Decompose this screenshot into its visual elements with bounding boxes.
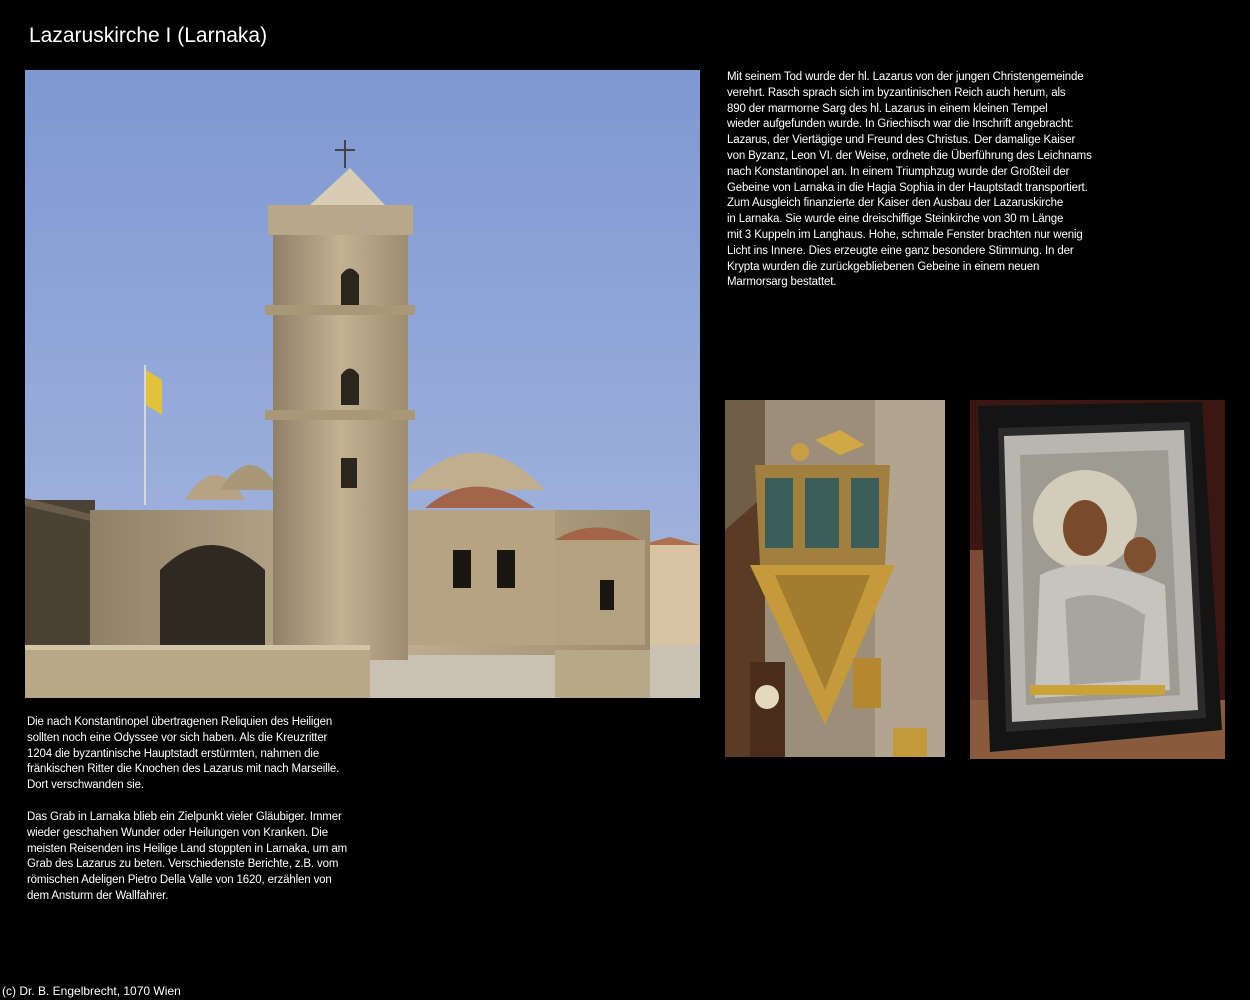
- text-line: sollten noch eine Odyssee vor sich haben. Als die Kreuzritter: [27, 731, 328, 744]
- text-line: Krypta wurden die zurückgebliebenen Gebeine in einem neuen: [727, 260, 1040, 273]
- text-line: mit 3 Kuppeln im Langhaus. Hohe, schmale Fenster brachten nur wenig: [727, 228, 1083, 241]
- text-line: wieder geschahen Wunder oder Heilungen von Kranken. Die: [27, 826, 328, 839]
- text-line: Zum Ausgleich finanzierte der Kaiser den Ausbau der Lazaruskirche: [727, 197, 1064, 210]
- text-line: Gebeine von Larnaka in die Hagia Sophia in der Hauptstadt transportiert.: [727, 181, 1088, 194]
- paragraph-2: [27, 810, 387, 905]
- text-line: Mit seinem Tod wurde der hl. Lazarus von der jungen Christengemeinde: [727, 71, 1084, 83]
- text-line: Dort verschwanden sie.: [27, 779, 144, 792]
- text-line: verehrt. Rasch sprach sich im byzantinischen Reich auch herum, als: [727, 86, 1066, 99]
- text-line: 890 der marmorne Sarg des hl. Lazarus in einem kleinen Tempel: [727, 102, 1048, 115]
- text-line: 1204 die byzantinische Hauptstadt erstürmten, nahmen die: [27, 747, 320, 760]
- page-title: Lazaruskirche I (Larnaka): [29, 24, 268, 47]
- text-line: Lazarus, der Viertägige und Freund des Christus. Der damalige Kaiser: [727, 134, 1076, 147]
- text-line: in Larnaka. Sie wurde eine dreischiffige Steinkirche von 30 m Länge: [727, 213, 1064, 226]
- text-line: Grab des Lazarus zu beten. Verschiedenste Berichte, z.B. vom: [27, 858, 339, 871]
- description-text-right: [727, 70, 1127, 291]
- church-exterior-photo: [25, 70, 700, 698]
- text-line: Das Grab in Larnaka blieb ein Zielpunkt vieler Gläubiger. Immer: [27, 810, 342, 823]
- text-line: wieder aufgefunden wurde. In Griechisch war die Inschrift angebracht:: [727, 118, 1074, 131]
- text-line: Licht ins Innere. Dies erzeugte eine ganz besondere Stimmung. In der: [727, 244, 1074, 257]
- text-line: Marmorsarg bestattet.: [727, 276, 837, 289]
- text-line: von Byzanz, Leon VI. der Weise, ordnete die Überführung des Leichnams: [727, 149, 1092, 162]
- copyright-footer: (c) Dr. B. Engelbrecht, 1070 Wien: [2, 984, 181, 998]
- text-line: meisten Reisenden ins Heilige Land stoppten in Larnaka, um am: [27, 842, 348, 855]
- text-line: nach Konstantinopel an. In einem Triumphzug wurde der Großteil der: [727, 165, 1070, 178]
- description-text-bottom: [27, 715, 387, 905]
- silver-icon-photo: [970, 400, 1225, 759]
- text-line: Die nach Konstantinopel übertragenen Reliquien des Heiligen: [27, 716, 333, 728]
- pulpit-photo: [725, 400, 945, 757]
- text-line: dem Ansturm der Wallfahrer.: [27, 889, 169, 902]
- paragraph-1: [27, 715, 387, 794]
- text-line: römischen Adeligen Pietro Della Valle von 1620, erzählen von: [27, 874, 332, 887]
- text-line: fränkischen Ritter die Knochen des Lazarus mit nach Marseille.: [27, 763, 340, 776]
